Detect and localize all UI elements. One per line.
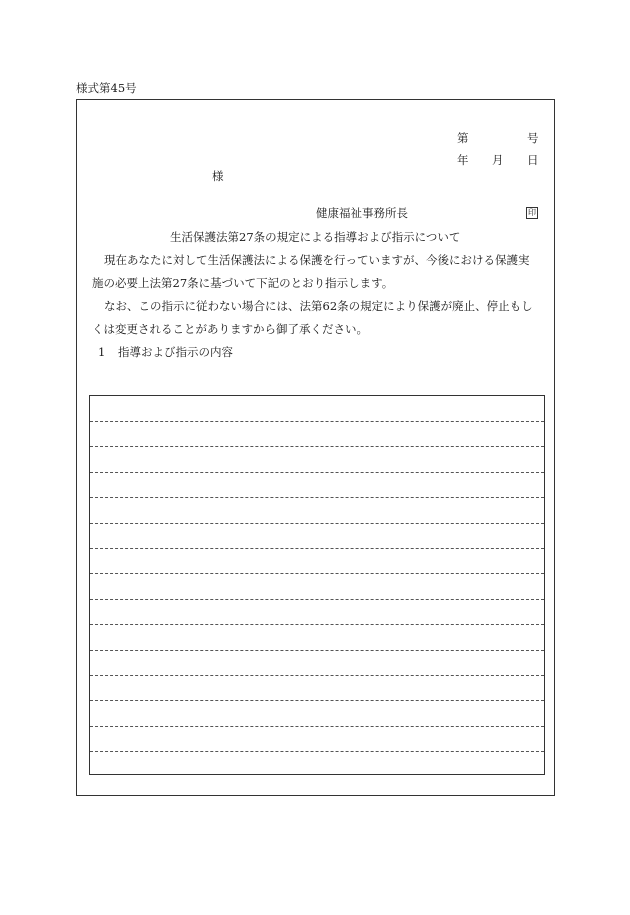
number-suffix: 号 <box>527 131 539 145</box>
sender-office: 健康福祉事務所長 <box>316 206 408 220</box>
ruled-line <box>90 624 544 625</box>
ruled-line <box>90 700 544 701</box>
ruled-line <box>90 446 544 447</box>
paragraph-1-line-1: 現在あなたに対して生活保護法による保護を行っていますが、今後における保護実 <box>104 253 530 267</box>
addressee-suffix: 様 <box>212 169 224 183</box>
date-day: 日 <box>527 153 539 167</box>
ruled-line <box>90 599 544 600</box>
ruled-line <box>90 573 544 574</box>
date-year: 年 <box>457 153 469 167</box>
ruled-line <box>90 650 544 651</box>
ruled-line <box>90 751 544 752</box>
ruled-line <box>90 523 544 524</box>
document-title: 生活保護法第27条の規定による指導および指示について <box>170 230 461 244</box>
ruled-line <box>90 726 544 727</box>
ruled-line <box>90 421 544 422</box>
paragraph-2-line-2: くは変更されることがありますから御了承ください。 <box>92 322 368 336</box>
number-prefix: 第 <box>457 131 469 145</box>
date-month: 月 <box>492 153 504 167</box>
paragraph-1-line-2: 施の必要上法第27条に基づいて下記のとおり指示します。 <box>92 276 394 290</box>
ruled-line <box>90 675 544 676</box>
ruled-line <box>90 497 544 498</box>
item-label: 指導および指示の内容 <box>118 345 233 359</box>
item-number: 1 <box>98 345 106 359</box>
ruled-line <box>90 548 544 549</box>
seal-mark: 印 <box>528 208 536 217</box>
form-number: 様式第45号 <box>76 81 137 95</box>
paragraph-2-line-1: なお、この指示に従わない場合には、法第62条の規定により保護が廃止、停止もし <box>104 299 533 313</box>
ruled-line <box>90 472 544 473</box>
instruction-content-box[interactable] <box>89 395 545 775</box>
